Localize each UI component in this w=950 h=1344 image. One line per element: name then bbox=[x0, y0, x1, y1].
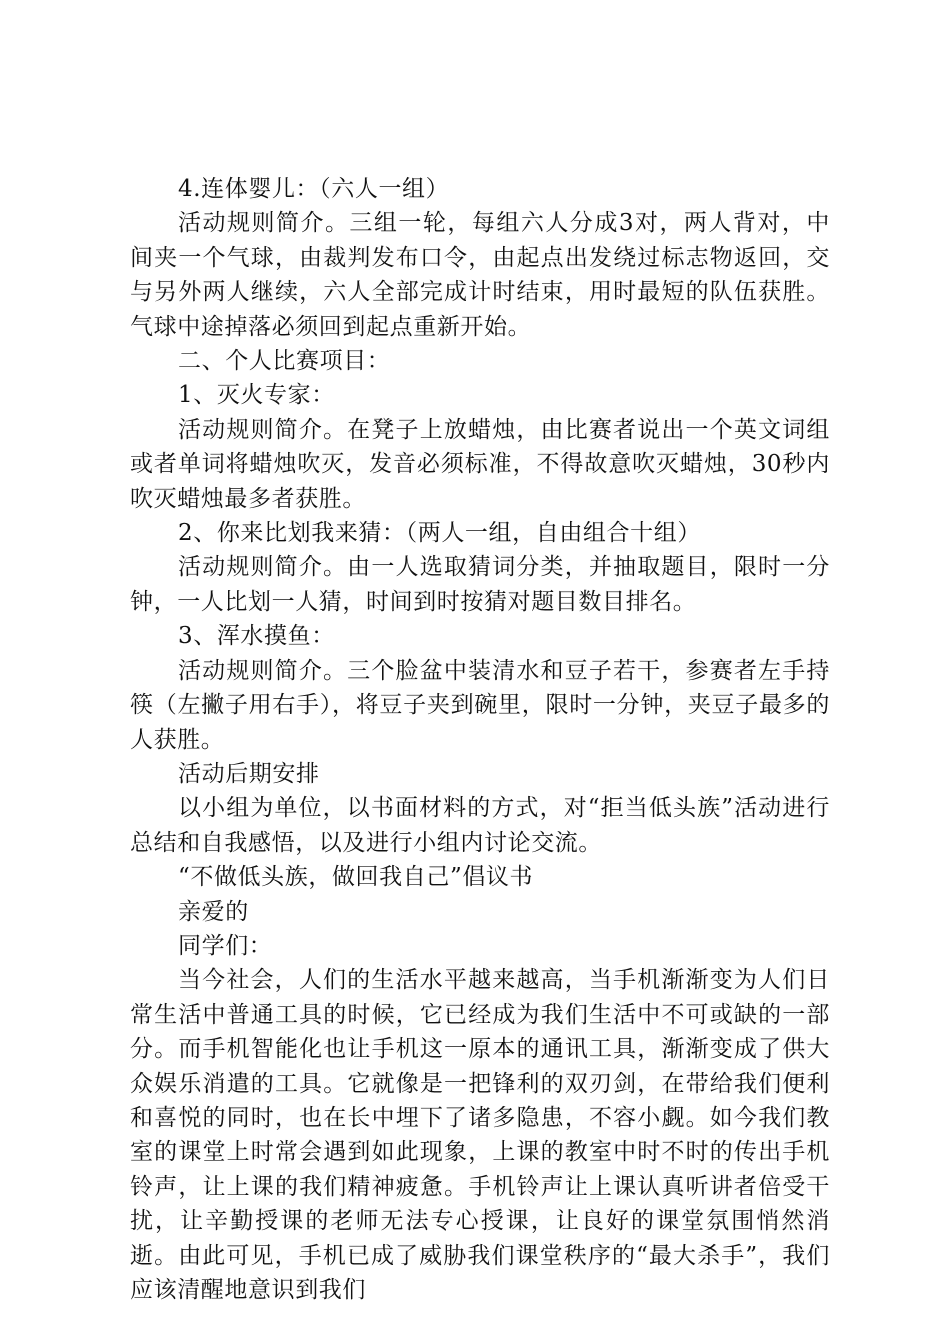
heading-follow-up: 活动后期安排 bbox=[178, 760, 320, 787]
salutation-dear: 亲爱的 bbox=[178, 898, 249, 925]
heading-conjoined-babies: 4.连体婴儿：（六人一组） bbox=[178, 176, 450, 202]
rule-conjoined-babies: 活动规则简介。三组一轮，每组六人分成3对，两人背对，中间夹一个气球，由裁判发布口令，由起点出发绕过标志物返回，交与另外两人继续，六人全部完成计时结束，用时最短的队伍获胜。气球中途掉落必须回到起点重新开始。 bbox=[130, 210, 830, 340]
salutation-classmates: 同学们： bbox=[178, 932, 273, 959]
rule-muddy-fishing: 活动规则简介。三个脸盆中装清水和豆子若干，参赛者左手持筷（左撇子用右手），将豆子夹到碗里，限时一分钟，夹豆子最多的人获胜。 bbox=[130, 657, 830, 753]
proposal-body: 当今社会，人们的生活水平越来越高，当手机渐渐变为人们日常生活中普通工具的时候，它已经成为我们生活中不可或缺的一部分。而手机智能化也让手机这一原本的通讯工具，渐渐变成了供大众娱乐消遣的工具。它就像是一把锋利的双刃剑，在带给我们便利和喜悦的同时，也在长中埋下了诸多隐患，不容小觑。如今我们教室的课堂上时常会遇到如此现象，上课的教室中时不时的传出手机铃声，让上课的我们精神疲惫。手机铃声让上课认真听讲者倍受干扰，让辛勤授课的老师无法专心授课，让良好的课堂氛围悄然消逝。由此可见，手机已成了威胁我们课堂秩序的“最大杀手”，我们应该清醒地意识到我们 bbox=[130, 967, 830, 1303]
heading-muddy-fishing: 3、浑水摸鱼： bbox=[178, 623, 335, 650]
document-body bbox=[130, 172, 830, 1307]
heading-fire-expert: 1、灭火专家： bbox=[178, 382, 335, 409]
follow-up-text: 以小组为单位，以书面材料的方式，对“拒当低头族”活动进行总结和自我感悟，以及进行小组内讨论交流。 bbox=[130, 795, 830, 856]
proposal-title: “不做低头族，做回我自己”倡议书 bbox=[178, 864, 534, 891]
rule-fire-expert: 活动规则简介。在凳子上放蜡烛，由比赛者说出一个英文词组或者单词将蜡烛吹灭，发音必须标准，不得故意吹灭蜡烛，30秒内吹灭蜡烛最多者获胜。 bbox=[130, 416, 830, 512]
heading-individual-events: 二、个人比赛项目： bbox=[178, 348, 391, 375]
rule-charades: 活动规则简介。由一人选取猜词分类，并抽取题目，限时一分钟，一人比划一人猜，时间到时按猜对题目数目排名。 bbox=[130, 554, 830, 615]
heading-charades: 2、你来比划我来猜：（两人一组，自由组合十组） bbox=[178, 520, 701, 547]
